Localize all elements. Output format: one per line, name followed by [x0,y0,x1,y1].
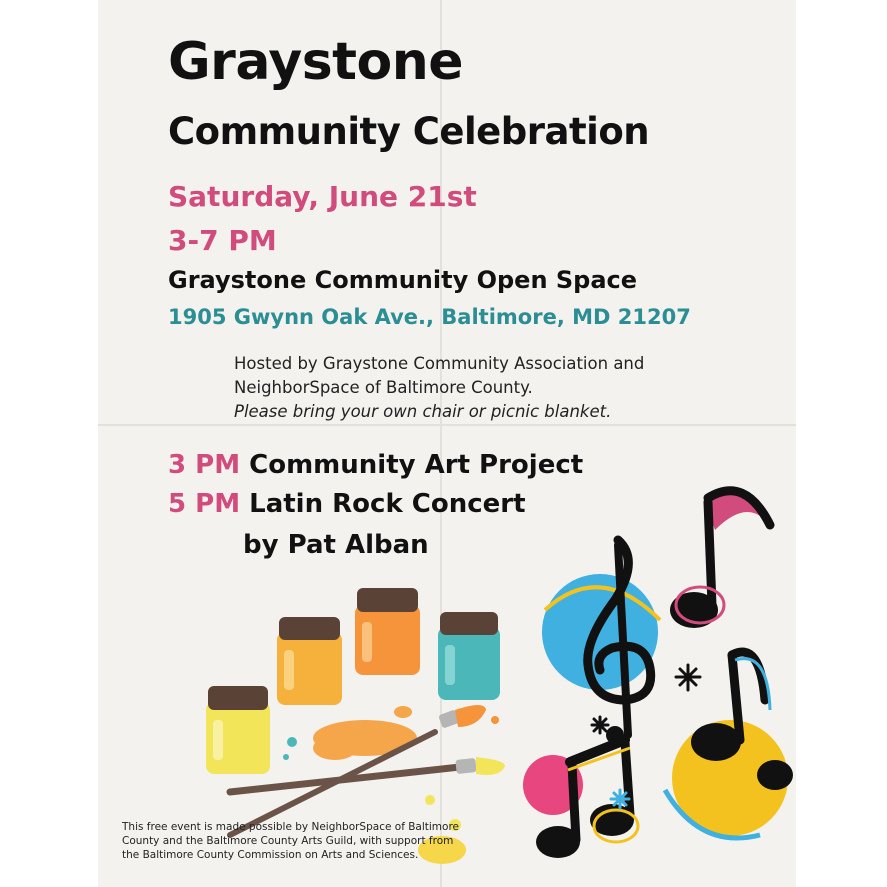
hosted-line: Hosted by Graystone Community Association and [234,354,645,373]
flyer-title: Graystone [168,32,464,92]
schedule-time: 5 PM [168,489,241,519]
schedule-continuation: by Pat Alban [243,530,429,560]
event-address: 1905 Gwynn Oak Ave., Baltimore, MD 21207 [168,305,691,329]
schedule-time: 3 PM [168,450,241,480]
event-time: 3-7 PM [168,224,277,257]
hosted-line: NeighborSpace of Baltimore County. [234,378,533,397]
sponsor-footer [122,820,459,862]
footer-line: County and the Baltimore County Arts Guild, with support from [122,835,454,847]
flyer-subtitle: Community Celebration [168,110,650,153]
sparkle-icon [611,790,629,808]
music-notes-illustration [523,489,793,858]
schedule-event: Community Art Project [249,450,584,480]
event-date: Saturday, June 21st [168,180,477,213]
footer-line: the Baltimore County Commission on Arts and Sciences. [122,849,419,861]
schedule-event: Latin Rock Concert [249,489,526,519]
sparkle-icon [592,717,608,733]
sparkle-icon [676,665,700,690]
event-venue: Graystone Community Open Space [168,266,638,294]
footer-line: This free event is made possible by NeighborSpace of Baltimore [122,821,460,833]
bring-chair-note: Please bring your own chair or picnic blanket. [234,402,612,421]
